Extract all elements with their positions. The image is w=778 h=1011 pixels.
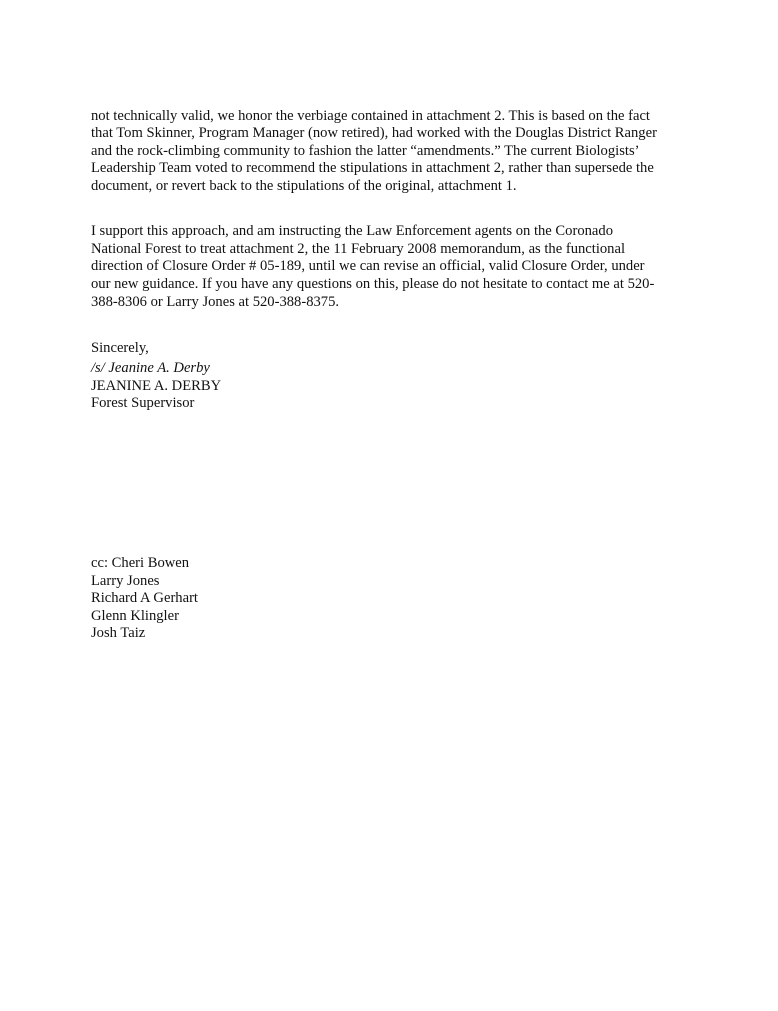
cc-recipient: Josh Taiz — [91, 625, 146, 642]
cc-list — [91, 555, 198, 643]
signature-block — [91, 360, 221, 413]
cc-first-line: cc: Cheri Bowen — [91, 555, 190, 571]
body-paragraph-2: I support this approach, and am instructing the Law Enforcement agents on the Coronado National Forest to treat attachment 2, the 11 February 2008 memorandum, as the functional direction of Closure Order # 05-189, until we can revise an official, valid Closure Order, under our new guidance. If you have any questions on this, please do not hesitate to contact me at 520- 388-8306 or Larry Jones at 520-388-8375. — [91, 223, 655, 310]
cc-recipient: Richard A Gerhart — [91, 590, 198, 607]
letter-body — [91, 90, 691, 375]
cc-recipient: Glenn Klingler — [91, 607, 179, 624]
signer-title: Forest Supervisor — [91, 395, 195, 412]
closing-salutation: Sincerely, — [91, 339, 149, 356]
electronic-signature: /s/ Jeanine A. Derby — [91, 360, 210, 376]
body-paragraph-1: not technically valid, we honor the verbiage contained in attachment 2. This is based on the fact that Tom Skinner, Program Manager (now retired), had worked with the Douglas District Ranger and the rock-climbing community to fashion the latter “amendments.” The current Biologists’ Leadership Team voted to recommend the stipulations in attachment 2, rather than supersede the document, or revert back to the stipulations of the original, attachment 1. — [91, 107, 657, 194]
cc-recipient: Larry Jones — [91, 572, 160, 589]
signer-name: JEANINE A. DERBY — [91, 377, 222, 394]
